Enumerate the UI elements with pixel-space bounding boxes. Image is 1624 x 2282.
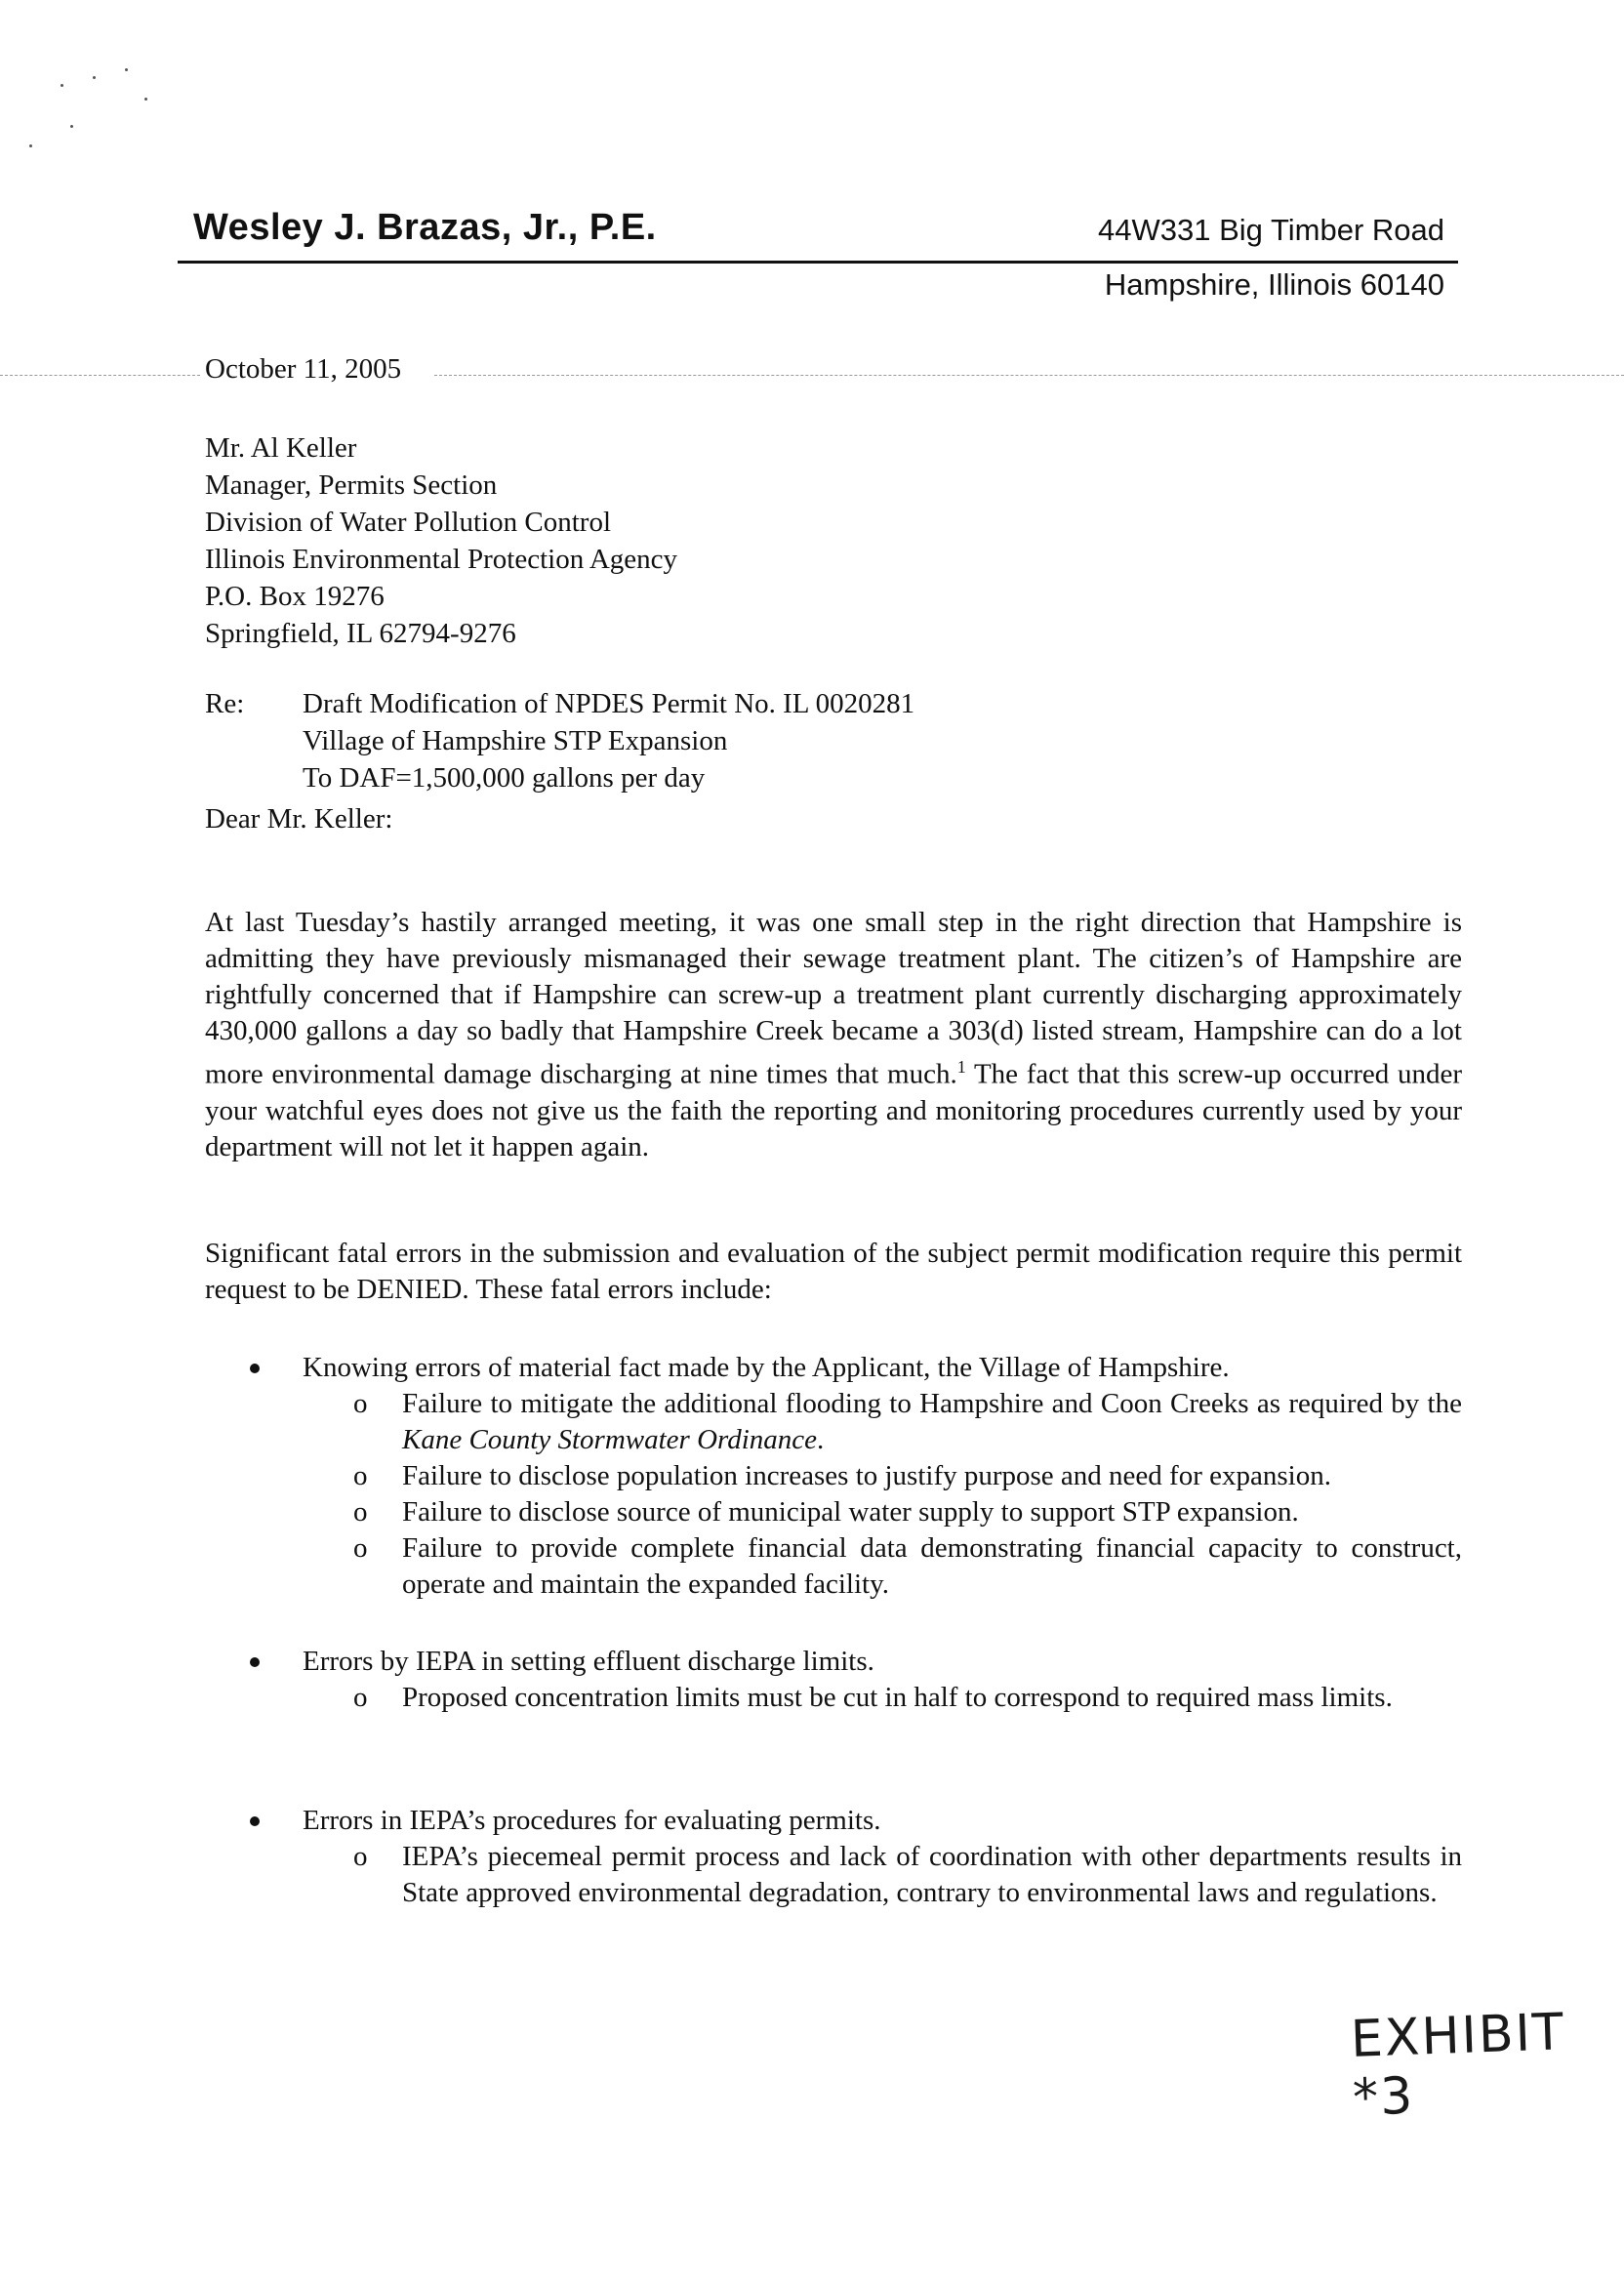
letterhead-address-line1: 44W331 Big Timber Road: [1098, 213, 1444, 247]
letterhead-rule: [178, 261, 1458, 264]
scan-line-left: [0, 375, 200, 376]
circle-bullet-icon: o: [353, 1841, 368, 1872]
footnote-mark: 1: [956, 1057, 966, 1077]
salutation: Dear Mr. Keller:: [205, 803, 393, 835]
scan-speck: [144, 98, 147, 101]
body-paragraph-1: [205, 905, 1462, 1165]
sub-list-item: [353, 1839, 1462, 1911]
list-item: [205, 1803, 1462, 1839]
sub-list-item: [353, 1458, 1462, 1494]
list-item-text: Errors by IEPA in setting effluent discharge limits.: [303, 1646, 874, 1677]
bullet-icon: [250, 1364, 260, 1373]
error-list-item-1: [205, 1350, 1462, 1603]
letter-date: October 11, 2005: [205, 353, 402, 385]
scan-speck: [125, 68, 128, 71]
recipient-line: Division of Water Pollution Control: [205, 507, 612, 538]
error-list-item-3: [205, 1803, 1462, 1911]
subject-line: To DAF=1,500,000 gallons per day: [303, 762, 706, 794]
error-list-item-2: [205, 1644, 1462, 1716]
circle-bullet-icon: o: [353, 1496, 368, 1528]
circle-bullet-icon: o: [353, 1682, 368, 1713]
recipient-line: Manager, Permits Section: [205, 469, 498, 501]
sub-item-text: Proposed concentration limits must be cut in half to correspond to required mass limits.: [402, 1682, 1393, 1713]
subject-lines: [303, 685, 914, 796]
list-item-text: Knowing errors of material fact made by the Applicant, the Village of Hampshire.: [303, 1352, 1230, 1383]
recipient-line: Illinois Environmental Protection Agency: [205, 544, 678, 575]
list-item: [205, 1350, 1462, 1386]
sub-item-text: Failure to mitigate the additional flooding to Hampshire and Coon Creeks as required by the: [402, 1388, 1462, 1419]
sub-item-text: Failure to disclose population increases to justify purpose and need for expansion.: [402, 1460, 1331, 1491]
recipient-address: [205, 429, 677, 652]
scan-speck: [70, 125, 73, 128]
sub-list: [353, 1839, 1462, 1911]
sub-item-text: IEPA’s piecemeal permit process and lack of coordination with other departments results in State approved environmental degradation, contrary to environmental laws and regulations.: [402, 1841, 1462, 1908]
exhibit-handwritten-note: EXHIBIT *3: [1349, 2003, 1566, 2128]
scan-speck: [93, 76, 96, 79]
bullet-icon: [250, 1816, 260, 1826]
letterhead-name: Wesley J. Brazas, Jr., P.E.: [193, 207, 657, 248]
sub-list: [353, 1680, 1462, 1716]
sub-list-item: [353, 1530, 1462, 1603]
scan-speck: [29, 144, 32, 147]
list-item-text: Errors in IEPA’s procedures for evaluating permits.: [303, 1805, 881, 1836]
sub-list-item: [353, 1494, 1462, 1530]
subject-line: Village of Hampshire STP Expansion: [303, 725, 728, 756]
paragraph-text: At last Tuesday’s hastily arranged meeting, it was one small step in the right direction that Hampshire is admitting they have previously mismanaged their sewage treatment plant. The citizen’s of Hampshire are rightfully concerned that if Hampshire can screw-up a treatment plant currently discharging approximately 430,000 gallons a day so badly that Hampshire Creek became a 303(d) listed stream, Hampshire can do a lot more environmental damage discharging at nine times that much.: [205, 907, 1462, 1090]
sub-list-item: [353, 1680, 1462, 1716]
bullet-icon: [250, 1657, 260, 1667]
recipient-line: Springfield, IL 62794-9276: [205, 618, 516, 649]
subject-line: Draft Modification of NPDES Permit No. IL 0020281: [303, 688, 915, 719]
circle-bullet-icon: o: [353, 1388, 368, 1419]
body-paragraph-2: Significant fatal errors in the submission and evaluation of the subject permit modification require this permit request to be DENIED. These fatal errors include:: [205, 1238, 1462, 1305]
scan-speck: [61, 84, 63, 87]
sub-item-text: Failure to disclose source of municipal water supply to support STP expansion.: [402, 1496, 1299, 1528]
subject-label: Re:: [205, 688, 245, 719]
sub-list-item: [353, 1386, 1462, 1458]
list-item: [205, 1644, 1462, 1680]
sub-item-text: .: [817, 1424, 825, 1455]
letterhead-address-line2: Hampshire, Illinois 60140: [1104, 267, 1444, 302]
circle-bullet-icon: o: [353, 1460, 368, 1491]
sub-list: [353, 1386, 1462, 1603]
paragraph-text: The fact that this screw-up occurred under your watchful eyes does not give us the faith the reporting and monitoring procedures currently used by your department will not let it happen again.: [205, 1058, 1462, 1162]
recipient-line: Mr. Al Keller: [205, 432, 357, 464]
circle-bullet-icon: o: [353, 1532, 368, 1564]
scan-line-right: [434, 375, 1624, 376]
sub-item-text: Failure to provide complete financial data demonstrating financial capacity to construct, operate and maintain the expanded facility.: [402, 1532, 1462, 1600]
ordinance-name: Kane County Stormwater Ordinance: [402, 1424, 818, 1455]
recipient-line: P.O. Box 19276: [205, 581, 385, 612]
